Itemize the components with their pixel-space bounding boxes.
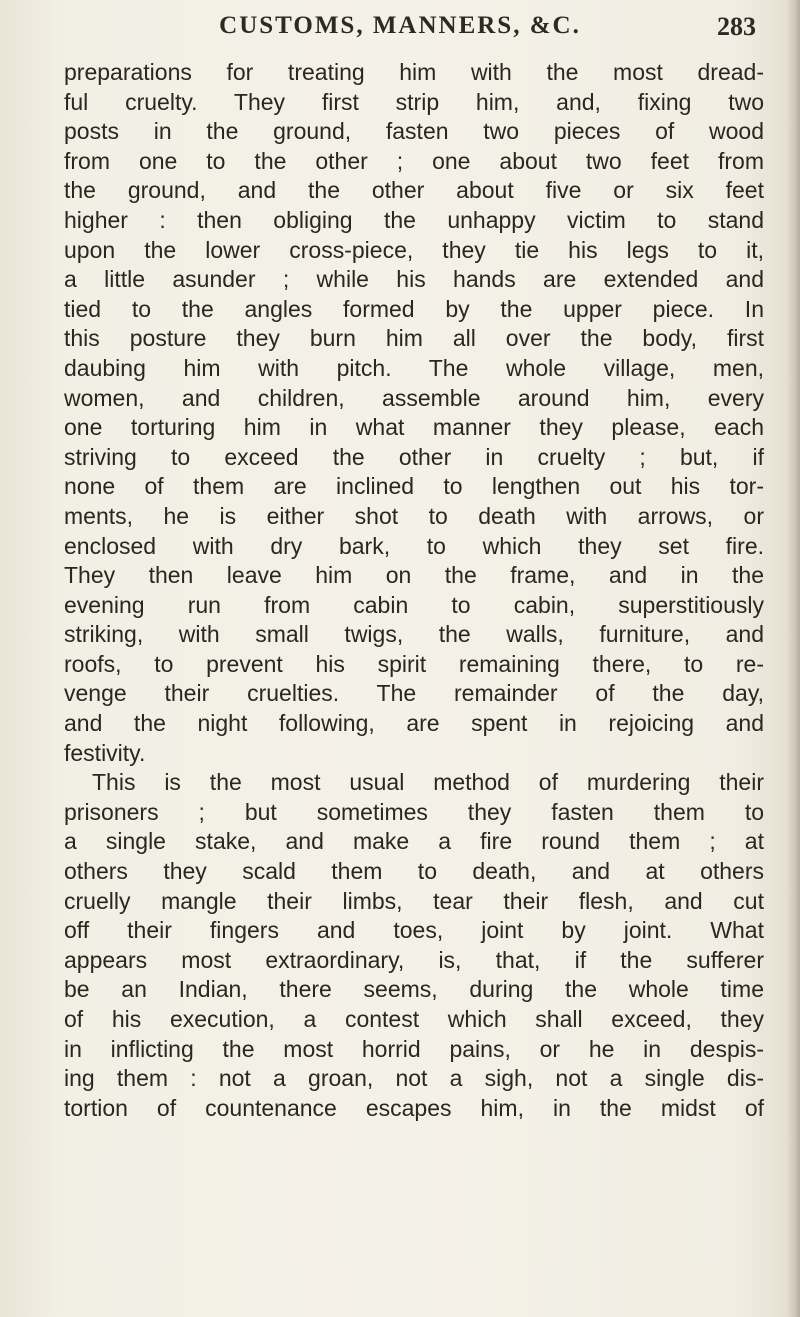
body-text (64, 58, 764, 1123)
text-line: enclosed with dry bark, to which they set fire. (64, 532, 764, 559)
text-line: ful cruelty. They first strip him, and, fixing two (64, 88, 764, 115)
text-line: upon the lower cross-piece, they tie his legs to it, (64, 236, 764, 263)
text-line: of his execution, a contest which shall exceed, they (64, 1006, 764, 1032)
text-line: preparations for treating him with the most dread- (64, 59, 764, 85)
text-line: striking, with small twigs, the walls, furniture, and (64, 621, 764, 648)
text-line: a little asunder ; while his hands are extended and (64, 266, 764, 293)
text-line: roofs, to prevent his spirit remaining there, to re- (64, 650, 764, 677)
text-line: ing them : not a groan, not a sigh, not a single dis- (64, 1065, 764, 1092)
text-line: the ground, and the other about five or six feet (64, 177, 764, 204)
text-line: daubing him with pitch. The whole village, men, (64, 354, 764, 381)
text-line: be an Indian, there seems, during the whole time (64, 976, 764, 1003)
text-line: others they scald them to death, and at others (64, 858, 764, 885)
text-line: tortion of countenance escapes him, in the midst of (64, 1094, 764, 1121)
paragraph-start-line: This is the most usual method of murdering their (92, 769, 764, 796)
text-line: evening run from cabin to cabin, superstitiously (64, 591, 764, 618)
text-line: appears most extraordinary, is, that, if the sufferer (64, 946, 764, 973)
page-number: 283 (717, 12, 756, 41)
text-line: prisoners ; but sometimes they fasten them to (64, 798, 764, 825)
text-line: none of them are inclined to lengthen out his tor- (64, 473, 764, 500)
text-line: higher : then obliging the unhappy victim to stand (64, 206, 764, 233)
text-line: striving to exceed the other in cruelty ; but, if (64, 443, 764, 470)
paragraph-end-line: festivity. (64, 739, 146, 766)
text-line: a single stake, and make a fire round them ; at (64, 828, 764, 855)
text-line: this posture they burn him all over the body, first (64, 325, 764, 352)
running-head: CUSTOMS, MANNERS, &C. (219, 12, 581, 39)
text-line: posts in the ground, fasten two pieces of wood (64, 118, 764, 145)
text-line: cruelly mangle their limbs, tear their flesh, and cut (64, 887, 764, 914)
text-line: They then leave him on the frame, and in the (64, 562, 764, 589)
page-edge-shadow (786, 0, 800, 1317)
text-line: and the night following, are spent in rejoicing and (64, 710, 764, 737)
text-line: women, and children, assemble around him, every (64, 384, 764, 411)
text-line: from one to the other ; one about two feet from (64, 147, 764, 174)
text-line: venge their cruelties. The remainder of the day, (64, 680, 764, 707)
text-line: in inflicting the most horrid pains, or he in despis- (64, 1035, 764, 1062)
text-line: one torturing him in what manner they please, each (64, 414, 764, 441)
text-line: tied to the angles formed by the upper piece. In (64, 295, 764, 322)
text-line: off their fingers and toes, joint by joint. What (64, 917, 764, 944)
page-header (0, 6, 800, 46)
text-line: ments, he is either shot to death with arrows, or (64, 502, 764, 529)
